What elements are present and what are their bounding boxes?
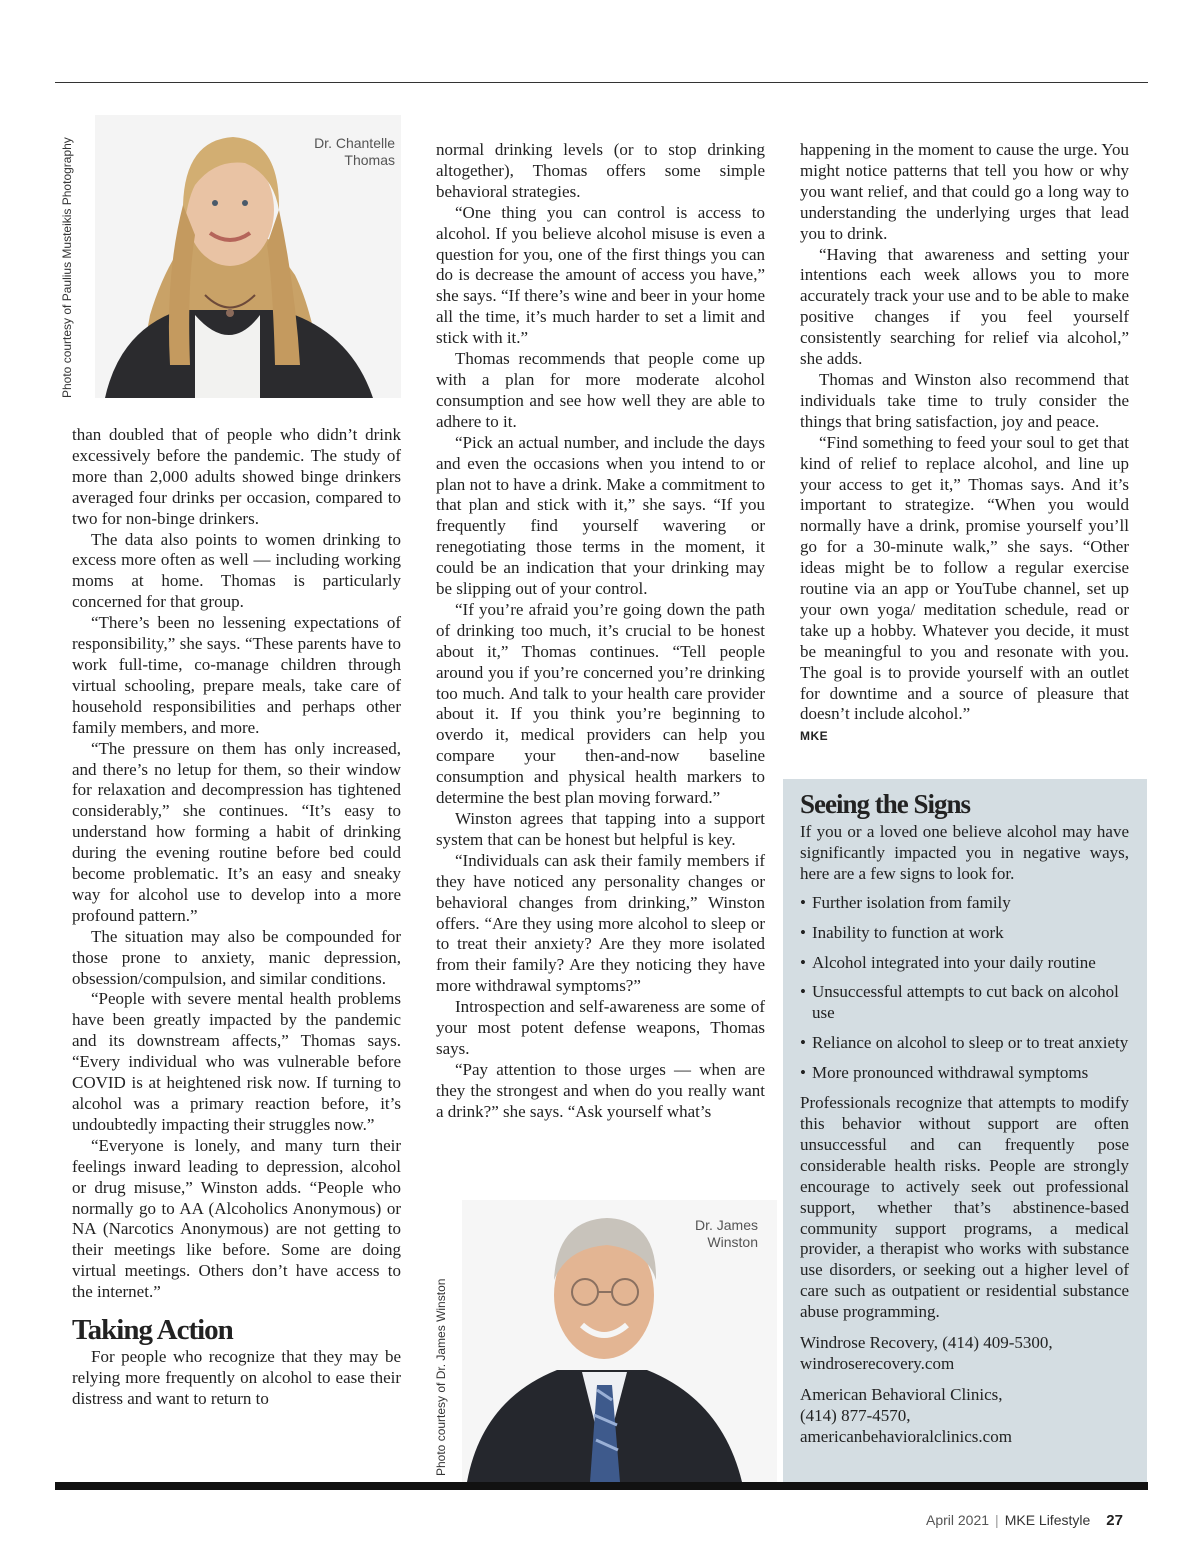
caption-line: Dr. James <box>694 1217 758 1233</box>
caption-line: Thomas <box>344 152 395 168</box>
paragraph: “Individuals can ask their family members if they have noticed any personality changes or behavioral changes from drinking,” Winston offers. “Are they using more alcohol to sleep or to treat their anxiety? Are they more isolated from their family? Are they noticing they have more withdrawal symptoms?” <box>436 850 765 996</box>
paragraph: Thomas recommends that people come up with a plan for more moderate alcohol consumption and see how well they are able to adhere to it. <box>436 349 765 431</box>
photo-caption-winston <box>640 1217 758 1251</box>
contact-windrose <box>800 1333 1129 1375</box>
photo-caption-thomas <box>280 135 395 169</box>
contact-line: (414) 877-4570, <box>800 1405 911 1425</box>
section-heading: Taking Action <box>72 1314 233 1347</box>
list-item: • Reliance on alcohol to sleep or to treat anxiety <box>800 1033 1129 1054</box>
contact-link: americanbehavioralclinics.com <box>800 1426 1012 1446</box>
signs-list <box>800 893 1129 1084</box>
sidebar-content <box>800 789 1129 1458</box>
photo-credit-winston: Photo courtesy of Dr. James Winston <box>434 1278 448 1476</box>
sidebar-body: Professionals recognize that attempts to modify this behavior without support are often unsuccessful and can frequently pose considerable health risks. People are strongly encourage to actively seek out professional support, whether that’s abstinence-based community support programs, a medical provider, a therapist who works with substance use disorders, or seeking out a higher level of care such as outpatient or residential substance abuse programming. <box>800 1093 1129 1322</box>
list-item: • Further isolation from family <box>800 893 1129 914</box>
sidebar-seeing-the-signs <box>783 779 1147 1482</box>
list-item: • More pronounced withdrawal symptoms <box>800 1063 1129 1084</box>
page-footer <box>926 1512 1123 1529</box>
article-column-2 <box>436 140 765 1123</box>
paragraph: normal drinking levels (or to stop drinking altogether), Thomas offers some simple behavioral strategies. <box>436 140 765 201</box>
paragraph: “There’s been no lessening expectations of responsibility,” she says. “These parents have to work full-time, co-manage children through virtual schooling, prepare meals, take care of household responsibilities and perhaps other family members, and more. <box>72 613 401 737</box>
caption-line: Dr. Chantelle <box>314 135 395 151</box>
paragraph: than doubled that of people who didn’t drink excessively before the pandemic. The study of more than 2,000 adults showed binge drinkers averaged four drinks per occasion, compared to two for non-binge drinkers. <box>72 425 401 528</box>
magazine-name: MKE Lifestyle <box>1004 1512 1091 1528</box>
contact-link: windroserecovery.com <box>800 1353 955 1373</box>
footer-separator: | <box>995 1512 999 1528</box>
paragraph: “Pay attention to those urges — when are they the strongest and when do you really want a drink?” she says. “Ask yourself what’s <box>436 1059 765 1121</box>
contact-line: American Behavioral Clinics, <box>800 1384 1003 1404</box>
contact-line: Windrose Recovery, (414) 409-5300, <box>800 1333 1053 1353</box>
paragraph: Thomas and Winston also recommend that individuals take time to truly consider the things that bring satisfaction, joy and peace. <box>800 369 1129 431</box>
article-column-3 <box>800 140 1129 747</box>
paragraph: Winston agrees that tapping into a support system that can be honest but helpful is key. <box>436 809 765 849</box>
issue-date: April 2021 <box>926 1512 990 1528</box>
paragraph: The situation may also be compounded for those prone to anxiety, manic depression, obsession/compulsion, and similar conditions. <box>72 926 401 988</box>
list-item: • Unsuccessful attempts to cut back on alcohol use <box>800 982 1129 1024</box>
sidebar-title: Seeing the Signs <box>800 789 971 819</box>
end-mark: MKE <box>800 729 829 744</box>
paragraph: “Having that awareness and setting your intentions each week allows you to more accurately track your use and to be able to make positive changes if you feel yourself consistently searching for relief via alcohol,” she adds. <box>800 244 1129 369</box>
bottom-rule <box>55 1482 1148 1490</box>
paragraph: “One thing you can control is access to alcohol. If you believe alcohol misuse is even a question for you, one of the first things you can do is decrease the amount of access you have,” she says. “If there’s wine and beer in your home all the time, it’s much harder to set a limit and stick with it.” <box>436 202 765 348</box>
sidebar-intro: If you or a loved one believe alcohol may have significantly impacted you in negative ways, here are a few signs to look for. <box>800 822 1129 883</box>
page-number: 27 <box>1106 1512 1123 1529</box>
top-rule <box>55 82 1148 83</box>
paragraph: “If you’re afraid you’re going down the path of drinking too much, it’s crucial to be honest about it,” Thomas continues. “Tell people around you if you’re concerned you’re drinking too much. And talk to your health care provider about it. If you think you’re beginning to overdo it, medical providers can help you compare your then-and-now baseline consumption and physical health markers to determine the best plan moving forward.” <box>436 599 765 808</box>
article-column-1 <box>72 425 401 1410</box>
photo-credit-thomas: Photo courtesy of Paulius Musteikis Photography <box>60 137 74 398</box>
caption-line: Winston <box>707 1234 758 1250</box>
paragraph: “Find something to feed your soul to get that kind of relief to replace alcohol, and line up your access to get it,” Thomas says. And it’s important to strategize. “When you would normally have a drink, promise yourself you’ll go for a 30-minute walk,” she says. “Other ideas might be to follow a regular exercise routine via an app or YouTube channel, set up your own yoga/ meditation schedule, read or take up a hobby. Whatever you decide, it must be meaningful to you and resonate with you. The goal is to provide yourself with an outlet for downtime and a source of pleasure that doesn’t include alcohol.” <box>800 432 1129 724</box>
paragraph: happening in the moment to cause the urge. You might notice patterns that tell you how or why you want relief, and that could go a long way to understanding the underlying urges that lead you to drink. <box>800 140 1129 243</box>
paragraph: “The pressure on them has only increased, and there’s no letup for them, so their window for relaxation and decompression has tightened considerably,” she continues. “It’s easy to understand how forming a habit of drinking during the evening routine before bed could become problematic. It’s an easy and sneaky way for alcohol use to develop into a more profound pattern.” <box>72 738 401 925</box>
paragraph: For people who recognize that they may be relying more frequently on alcohol to ease their distress and want to return to <box>72 1347 401 1408</box>
paragraph: “Everyone is lonely, and many turn their feelings inward leading to depression, alcohol or drug misuse,” Winston adds. “People who normally go to AA (Alcoholics Anonymous) or NA (Narcotics Anonymous) are not getting to their meetings like before. Some are doing virtual meetings. Others don’t have access to the internet.” <box>72 1135 401 1302</box>
list-item: • Inability to function at work <box>800 923 1129 944</box>
contact-american-behavioral <box>800 1385 1129 1448</box>
paragraph: The data also points to women drinking to excess more often as well — including working moms at home. Thomas is particularly concerned for that group. <box>72 529 401 612</box>
paragraph: “Pick an actual number, and include the days and even the occasions when you intend to or plan not to have a drink. Make a commitment to that plan and stick with it,” she says. “If you frequently find yourself wavering or renegotiating those terms in the moment, it could be an indication that your drinking may be slipping out of your control. <box>436 432 765 599</box>
paragraph: Introspection and self-awareness are some of your most potent defense weapons, Thomas says. <box>436 997 765 1058</box>
list-item: • Alcohol integrated into your daily routine <box>800 953 1129 974</box>
paragraph: “People with severe mental health problems have been greatly impacted by the pandemic and its downstream affects,” Thomas says. “Every individual who was vulnerable before COVID is at heightened risk now. If turning to alcohol was a primary reaction before, it’s undoubtedly impacting their struggles now.” <box>72 989 401 1134</box>
